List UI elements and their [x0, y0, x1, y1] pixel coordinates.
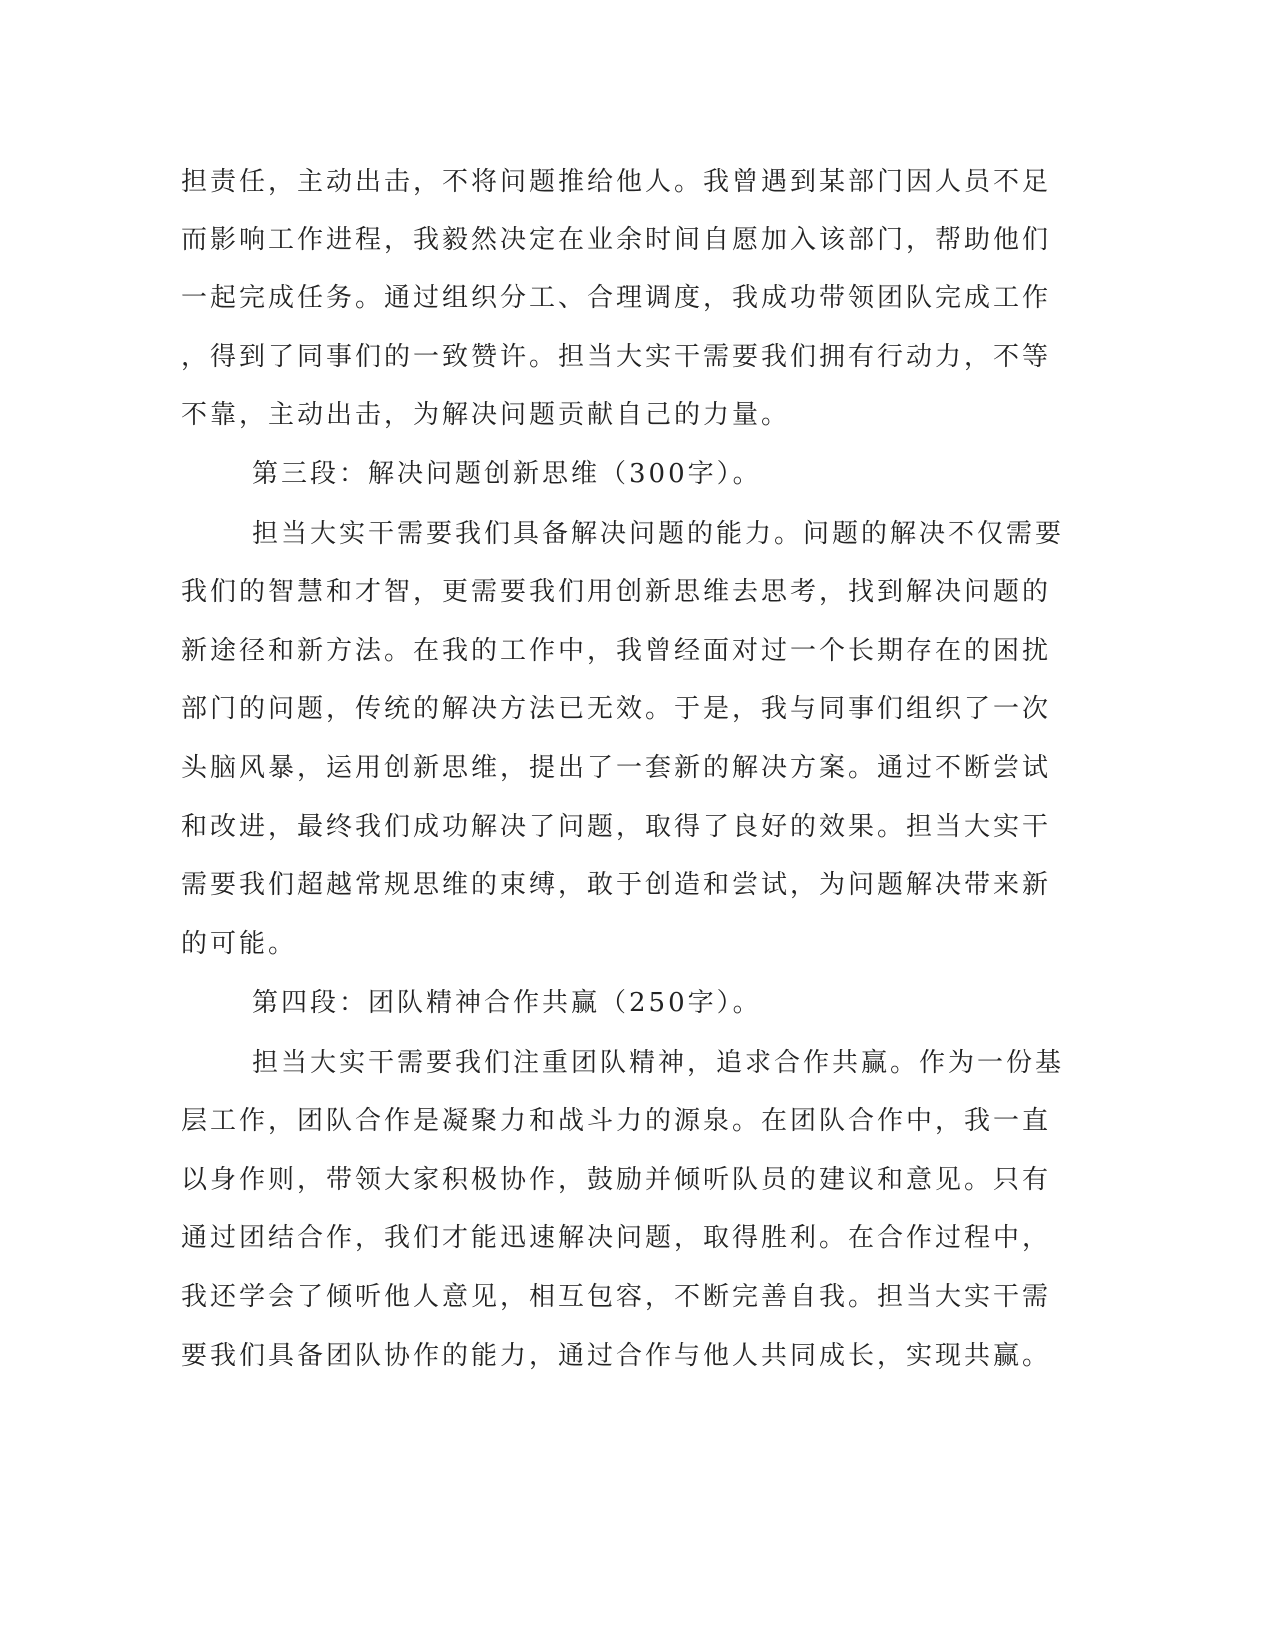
paragraph-first-line: 担当大实干需要我们具备解决问题的能力。问题的解决不仅需要 — [252, 519, 1065, 549]
text-line: 部门的问题，传统的解决方法已无效。于是，我与同事们组织了一次 — [181, 694, 1052, 724]
text-line: 和改进，最终我们成功解决了问题，取得了良好的效果。担当大实干 — [181, 812, 1052, 842]
text-line: 头脑风暴，运用创新思维，提出了一套新的解决方案。通过不断尝试 — [181, 753, 1052, 783]
text-line: 一起完成任务。通过组织分工、合理调度，我成功带领团队完成工作 — [181, 283, 1052, 313]
text-line: 新途径和新方法。在我的工作中，我曾经面对过一个长期存在的困扰 — [181, 636, 1052, 666]
text-line: 需要我们超越常规思维的束缚，敢于创造和尝试，为问题解决带来新 — [181, 870, 1052, 900]
text-line: 以身作则，带领大家积极协作，鼓励并倾听队员的建议和意见。只有 — [181, 1165, 1052, 1195]
text-line: 不靠，主动出击，为解决问题贡献自己的力量。 — [181, 400, 791, 430]
text-line: 我们的智慧和才智，更需要我们用创新思维去思考，找到解决问题的 — [181, 577, 1052, 607]
text-line: 层工作，团队合作是凝聚力和战斗力的源泉。在团队合作中，我一直 — [181, 1106, 1052, 1136]
text-line: 要我们具备团队协作的能力，通过合作与他人共同成长，实现共赢。 — [181, 1341, 1052, 1371]
text-line: ，得到了同事们的一致赞许。担当大实干需要我们拥有行动力，不等 — [181, 342, 1052, 372]
section-heading: 第三段：解决问题创新思维（300字）。 — [252, 459, 762, 489]
text-line: 担责任，主动出击，不将问题推给他人。我曾遇到某部门因人员不足 — [181, 167, 1052, 197]
text-line: 我还学会了倾听他人意见，相互包容，不断完善自我。担当大实干需 — [181, 1282, 1052, 1312]
paragraph-first-line: 担当大实干需要我们注重团队精神，追求合作共赢。作为一份基 — [252, 1048, 1065, 1078]
text-line: 通过团结合作，我们才能迅速解决问题，取得胜利。在合作过程中， — [181, 1223, 1052, 1253]
section-heading: 第四段：团队精神合作共赢（250字）。 — [252, 988, 762, 1018]
text-line: 而影响工作进程，我毅然决定在业余时间自愿加入该部门，帮助他们 — [181, 225, 1052, 255]
text-line: 的可能。 — [181, 929, 298, 959]
